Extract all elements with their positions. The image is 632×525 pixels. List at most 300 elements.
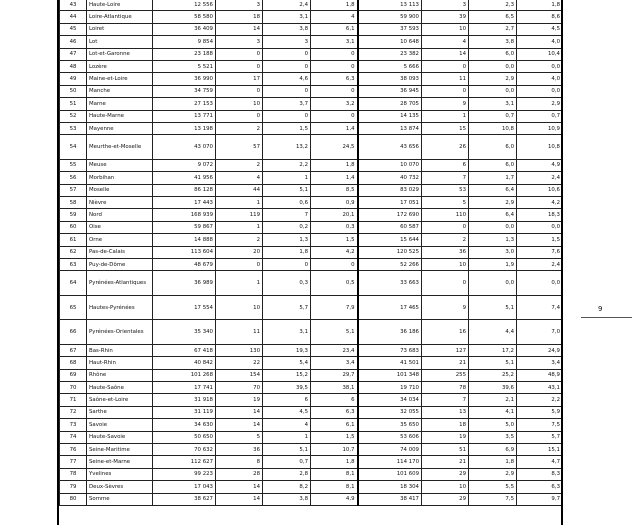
- cell-value-4: 0: [311, 48, 358, 60]
- cell-department: Meurthe-et-Moselle: [87, 135, 153, 160]
- cell-value-8: 24,9: [517, 344, 563, 356]
- cell-value-8: 9,7: [517, 493, 563, 505]
- cell-value-8: 43,1: [517, 381, 563, 393]
- cell-department: Pyrénées-Atlantiques: [87, 271, 153, 296]
- cell-value-8: 3,4: [517, 357, 563, 369]
- table-row: [60, 73, 563, 85]
- cell-department: Haut-Rhin: [87, 357, 153, 369]
- cell-value-5: 10 070: [358, 159, 422, 171]
- cell-value-3: 4: [263, 419, 311, 431]
- cell-value-6: 9: [422, 295, 469, 320]
- cell-value-1: 34 630: [153, 419, 216, 431]
- table-row: [60, 209, 563, 221]
- cell-value-2: 2: [216, 122, 263, 134]
- cell-value-2: 20: [216, 246, 263, 258]
- cell-value-4: 0: [311, 258, 358, 270]
- cell-value-7: 17,2: [469, 344, 517, 356]
- cell-value-2: 0: [216, 48, 263, 60]
- table-row: [60, 36, 563, 48]
- cell-value-8: 0,0: [517, 221, 563, 233]
- table-row: [60, 196, 563, 208]
- cell-value-2: 22: [216, 357, 263, 369]
- cell-value-7: 0,0: [469, 221, 517, 233]
- cell-value-8: 10,4: [517, 48, 563, 60]
- cell-value-1: 101 268: [153, 369, 216, 381]
- cell-code: 52: [60, 110, 87, 122]
- cell-value-3: 2,4: [263, 0, 311, 11]
- cell-value-5: 60 587: [358, 221, 422, 233]
- cell-department: Mayenne: [87, 122, 153, 134]
- cell-value-7: 6,0: [469, 159, 517, 171]
- cell-value-6: 39: [422, 11, 469, 23]
- cell-value-3: 5,1: [263, 443, 311, 455]
- cell-value-3: 39,5: [263, 381, 311, 393]
- table-row: [60, 122, 563, 134]
- cell-value-6: 1: [422, 110, 469, 122]
- cell-value-3: 5,7: [263, 295, 311, 320]
- cell-value-4: 0,9: [311, 196, 358, 208]
- cell-value-6: 0: [422, 221, 469, 233]
- table-row: [60, 23, 563, 35]
- cell-code: 71: [60, 394, 87, 406]
- cell-value-7: 0,0: [469, 85, 517, 97]
- cell-value-3: 2,8: [263, 468, 311, 480]
- cell-value-4: 4: [311, 11, 358, 23]
- cell-department: Nord: [87, 209, 153, 221]
- cell-value-6: 21: [422, 357, 469, 369]
- cell-value-7: 2,9: [469, 468, 517, 480]
- cell-value-4: 8,1: [311, 468, 358, 480]
- cell-value-7: 7,5: [469, 493, 517, 505]
- cell-value-2: 36: [216, 443, 263, 455]
- cell-code: 70: [60, 381, 87, 393]
- table-row: [60, 60, 563, 72]
- cell-value-3: 2,2: [263, 159, 311, 171]
- cell-value-1: 43 070: [153, 135, 216, 160]
- cell-value-6: 26: [422, 135, 469, 160]
- cell-code: 56: [60, 172, 87, 184]
- table-row: [60, 271, 563, 296]
- cell-value-4: 6,3: [311, 73, 358, 85]
- cell-department: Deux-Sèvres: [87, 481, 153, 493]
- cell-code: 53: [60, 122, 87, 134]
- cell-value-3: 0,6: [263, 196, 311, 208]
- cell-value-6: 6: [422, 159, 469, 171]
- cell-code: 62: [60, 246, 87, 258]
- table-row: [60, 110, 563, 122]
- cell-value-6: 14: [422, 48, 469, 60]
- cell-value-8: 0,0: [517, 271, 563, 296]
- table-row: [60, 406, 563, 418]
- cell-value-1: 113 604: [153, 246, 216, 258]
- cell-value-6: 2: [422, 234, 469, 246]
- cell-value-3: 3: [263, 36, 311, 48]
- cell-value-6: 78: [422, 381, 469, 393]
- cell-value-5: 13 874: [358, 122, 422, 134]
- cell-value-4: 3,1: [311, 36, 358, 48]
- cell-value-8: 4,2: [517, 196, 563, 208]
- cell-value-1: 13 198: [153, 122, 216, 134]
- table-row: [60, 344, 563, 356]
- cell-value-5: 101 609: [358, 468, 422, 480]
- cell-department: Bas-Rhin: [87, 344, 153, 356]
- cell-department: Meuse: [87, 159, 153, 171]
- cell-value-1: 36 989: [153, 271, 216, 296]
- cell-value-4: 7,9: [311, 295, 358, 320]
- cell-code: 54: [60, 135, 87, 160]
- cell-department: Lot-et-Garonne: [87, 48, 153, 60]
- table-row: [60, 295, 563, 320]
- cell-department: Moselle: [87, 184, 153, 196]
- cell-department: Yvelines: [87, 468, 153, 480]
- cell-value-1: 38 627: [153, 493, 216, 505]
- table-row: [60, 456, 563, 468]
- cell-value-2: 2: [216, 159, 263, 171]
- cell-value-1: 5 521: [153, 60, 216, 72]
- cell-value-7: 0,7: [469, 110, 517, 122]
- cell-value-2: 130: [216, 344, 263, 356]
- cell-value-3: 3,1: [263, 320, 311, 345]
- cell-value-5: 36 186: [358, 320, 422, 345]
- cell-value-3: 1,3: [263, 234, 311, 246]
- cell-value-5: 34 034: [358, 394, 422, 406]
- cell-value-3: 0,3: [263, 271, 311, 296]
- cell-value-5: 14 135: [358, 110, 422, 122]
- cell-value-1: 50 650: [153, 431, 216, 443]
- cell-value-6: 15: [422, 122, 469, 134]
- cell-value-2: 14: [216, 493, 263, 505]
- cell-value-4: 1,5: [311, 234, 358, 246]
- cell-value-2: 8: [216, 456, 263, 468]
- cell-value-6: 110: [422, 209, 469, 221]
- table-frame-right: [561, 0, 563, 525]
- cell-value-5: 18 304: [358, 481, 422, 493]
- cell-value-3: 1: [263, 172, 311, 184]
- cell-value-6: 7: [422, 172, 469, 184]
- cell-value-4: 1,4: [311, 172, 358, 184]
- table-row: [60, 258, 563, 270]
- cell-value-5: 120 525: [358, 246, 422, 258]
- cell-value-3: 0: [263, 110, 311, 122]
- cell-value-2: 70: [216, 381, 263, 393]
- cell-value-5: 17 465: [358, 295, 422, 320]
- cell-value-3: 1: [263, 431, 311, 443]
- table-row: [60, 394, 563, 406]
- cell-value-8: 8,3: [517, 468, 563, 480]
- cell-code: 43: [60, 0, 87, 11]
- cell-department: Haute-Marne: [87, 110, 153, 122]
- cell-value-6: 53: [422, 184, 469, 196]
- cell-value-4: 20,1: [311, 209, 358, 221]
- cell-value-4: 0: [311, 85, 358, 97]
- cell-value-2: 14: [216, 481, 263, 493]
- cell-value-5: 53 606: [358, 431, 422, 443]
- cell-value-3: 5,4: [263, 357, 311, 369]
- cell-code: 66: [60, 320, 87, 345]
- cell-value-4: 0,5: [311, 271, 358, 296]
- cell-value-8: 4,0: [517, 36, 563, 48]
- cell-department: Haute-Loire: [87, 0, 153, 11]
- cell-value-3: 3,8: [263, 23, 311, 35]
- cell-value-5: 17 051: [358, 196, 422, 208]
- cell-value-3: 3,7: [263, 98, 311, 110]
- cell-code: 57: [60, 184, 87, 196]
- cell-value-7: 2,3: [469, 0, 517, 11]
- cell-value-1: 17 741: [153, 381, 216, 393]
- cell-code: 67: [60, 344, 87, 356]
- cell-value-7: 1,7: [469, 172, 517, 184]
- cell-code: 65: [60, 295, 87, 320]
- cell-value-1: 34 759: [153, 85, 216, 97]
- cell-value-7: 10,8: [469, 122, 517, 134]
- cell-value-6: 0: [422, 85, 469, 97]
- cell-value-6: 4: [422, 36, 469, 48]
- cell-value-7: 25,2: [469, 369, 517, 381]
- cell-code: 59: [60, 209, 87, 221]
- table-row: [60, 234, 563, 246]
- cell-value-1: 12 556: [153, 0, 216, 11]
- cell-value-5: 28 705: [358, 98, 422, 110]
- cell-value-2: 1: [216, 221, 263, 233]
- table-row: [60, 493, 563, 505]
- cell-value-3: 5,1: [263, 184, 311, 196]
- cell-value-6: 21: [422, 456, 469, 468]
- cell-value-8: 7,6: [517, 246, 563, 258]
- cell-value-7: 5,0: [469, 419, 517, 431]
- cell-value-5: 5 666: [358, 60, 422, 72]
- cell-value-5: 41 501: [358, 357, 422, 369]
- cell-value-6: 10: [422, 258, 469, 270]
- cell-value-1: 86 128: [153, 184, 216, 196]
- table-row: [60, 381, 563, 393]
- cell-value-1: 168 939: [153, 209, 216, 221]
- cell-value-1: 67 418: [153, 344, 216, 356]
- cell-value-2: 2: [216, 234, 263, 246]
- cell-value-5: 59 900: [358, 11, 422, 23]
- cell-value-7: 5,1: [469, 295, 517, 320]
- cell-value-5: 73 683: [358, 344, 422, 356]
- cell-value-7: 1,8: [469, 456, 517, 468]
- table-row: [60, 431, 563, 443]
- cell-code: 64: [60, 271, 87, 296]
- cell-value-5: 10 648: [358, 36, 422, 48]
- cell-value-3: 7: [263, 209, 311, 221]
- cell-value-7: 3,8: [469, 36, 517, 48]
- cell-value-2: 0: [216, 60, 263, 72]
- cell-value-8: 0,0: [517, 85, 563, 97]
- cell-value-8: 7,0: [517, 320, 563, 345]
- cell-value-1: 40 842: [153, 357, 216, 369]
- cell-value-7: 6,0: [469, 135, 517, 160]
- table-row: [60, 85, 563, 97]
- cell-value-2: 3: [216, 36, 263, 48]
- cell-department: Manche: [87, 85, 153, 97]
- cell-value-7: 1,9: [469, 258, 517, 270]
- cell-code: 73: [60, 419, 87, 431]
- cell-value-6: 51: [422, 443, 469, 455]
- cell-value-1: 35 340: [153, 320, 216, 345]
- cell-code: 61: [60, 234, 87, 246]
- cell-department: Lozère: [87, 60, 153, 72]
- cell-value-4: 8,5: [311, 184, 358, 196]
- cell-department: Pas-de-Calais: [87, 246, 153, 258]
- cell-code: 74: [60, 431, 87, 443]
- cell-value-2: 154: [216, 369, 263, 381]
- cell-value-6: 0: [422, 60, 469, 72]
- cell-value-6: 29: [422, 493, 469, 505]
- cell-value-4: 1,5: [311, 431, 358, 443]
- cell-value-2: 44: [216, 184, 263, 196]
- cell-value-4: 38,1: [311, 381, 358, 393]
- cell-value-6: 16: [422, 320, 469, 345]
- cell-value-6: 255: [422, 369, 469, 381]
- cell-value-2: 18: [216, 11, 263, 23]
- cell-value-1: 36 409: [153, 23, 216, 35]
- cell-value-5: 35 650: [358, 419, 422, 431]
- cell-department: Seine-et-Marne: [87, 456, 153, 468]
- cell-value-7: 3,0: [469, 246, 517, 258]
- cell-value-5: 74 009: [358, 443, 422, 455]
- cell-department: Loire-Atlantique: [87, 11, 153, 23]
- table-row: [60, 0, 563, 11]
- cell-value-1: 58 580: [153, 11, 216, 23]
- page-number: 9: [598, 305, 603, 313]
- cell-value-4: 0: [311, 110, 358, 122]
- cell-value-4: 24,5: [311, 135, 358, 160]
- cell-value-3: 3,1: [263, 11, 311, 23]
- cell-value-8: 4,0: [517, 73, 563, 85]
- cell-value-8: 1,8: [517, 0, 563, 11]
- cell-value-7: 0,0: [469, 60, 517, 72]
- table-row: [60, 419, 563, 431]
- cell-value-4: 10,7: [311, 443, 358, 455]
- cell-value-6: 9: [422, 98, 469, 110]
- cell-value-3: 4,6: [263, 73, 311, 85]
- cell-value-2: 11: [216, 320, 263, 345]
- cell-value-4: 4,2: [311, 246, 358, 258]
- cell-department: Marne: [87, 98, 153, 110]
- cell-value-5: 32 055: [358, 406, 422, 418]
- cell-department: Rhône: [87, 369, 153, 381]
- cell-value-5: 33 663: [358, 271, 422, 296]
- cell-value-6: 13: [422, 406, 469, 418]
- cell-value-5: 37 593: [358, 23, 422, 35]
- cell-value-2: 57: [216, 135, 263, 160]
- cell-value-4: 1,8: [311, 159, 358, 171]
- cell-department: Loiret: [87, 23, 153, 35]
- table-row: [60, 443, 563, 455]
- cell-value-2: 5: [216, 431, 263, 443]
- cell-value-7: 6,0: [469, 48, 517, 60]
- cell-value-2: 17: [216, 73, 263, 85]
- cell-value-1: 9 072: [153, 159, 216, 171]
- cell-value-8: 48,9: [517, 369, 563, 381]
- cell-value-4: 5,1: [311, 320, 358, 345]
- cell-value-7: 0,0: [469, 271, 517, 296]
- cell-value-4: 3,2: [311, 98, 358, 110]
- cell-code: 76: [60, 443, 87, 455]
- table-body: [60, 0, 563, 505]
- table-row: [60, 468, 563, 480]
- cell-code: 51: [60, 98, 87, 110]
- cell-department: Savoie: [87, 419, 153, 431]
- cell-value-3: 15,2: [263, 369, 311, 381]
- cell-value-6: 0: [422, 271, 469, 296]
- cell-value-7: 2,9: [469, 196, 517, 208]
- table-row: [60, 184, 563, 196]
- cell-code: 69: [60, 369, 87, 381]
- cell-code: 77: [60, 456, 87, 468]
- cell-value-5: 13 113: [358, 0, 422, 11]
- cell-department: Orne: [87, 234, 153, 246]
- cell-value-3: 4,5: [263, 406, 311, 418]
- cell-value-5: 114 170: [358, 456, 422, 468]
- cell-value-3: 1,8: [263, 246, 311, 258]
- cell-value-2: 10: [216, 98, 263, 110]
- cell-value-2: 10: [216, 295, 263, 320]
- cell-code: 60: [60, 221, 87, 233]
- cell-code: 50: [60, 85, 87, 97]
- cell-code: 72: [60, 406, 87, 418]
- cell-value-4: 3,4: [311, 357, 358, 369]
- cell-code: 48: [60, 60, 87, 72]
- cell-value-7: 5,5: [469, 481, 517, 493]
- cell-value-4: 6,3: [311, 406, 358, 418]
- cell-value-7: 6,4: [469, 209, 517, 221]
- cell-value-8: 2,2: [517, 394, 563, 406]
- cell-value-7: 39,6: [469, 381, 517, 393]
- cell-department: Seine-Maritime: [87, 443, 153, 455]
- cell-value-1: 14 888: [153, 234, 216, 246]
- cell-value-2: 119: [216, 209, 263, 221]
- cell-value-6: 10: [422, 23, 469, 35]
- cell-value-5: 38 093: [358, 73, 422, 85]
- cell-value-2: 28: [216, 468, 263, 480]
- cell-value-3: 6: [263, 394, 311, 406]
- cell-value-7: 2,1: [469, 394, 517, 406]
- cell-value-5: 19 710: [358, 381, 422, 393]
- cell-value-1: 59 867: [153, 221, 216, 233]
- cell-department: Morbihan: [87, 172, 153, 184]
- table-row: [60, 357, 563, 369]
- cell-value-7: 6,9: [469, 443, 517, 455]
- cell-value-4: 23,4: [311, 344, 358, 356]
- cell-value-6: 18: [422, 419, 469, 431]
- cell-value-2: 0: [216, 85, 263, 97]
- cell-value-4: 1,8: [311, 0, 358, 11]
- cell-value-8: 10,6: [517, 184, 563, 196]
- cell-value-4: 1,8: [311, 456, 358, 468]
- cell-value-4: 6: [311, 394, 358, 406]
- cell-value-4: 6,1: [311, 419, 358, 431]
- cell-department: Saône-et-Loire: [87, 394, 153, 406]
- cell-value-1: 9 854: [153, 36, 216, 48]
- cell-value-8: 2,4: [517, 258, 563, 270]
- cell-value-4: 0: [311, 60, 358, 72]
- cell-value-8: 18,3: [517, 209, 563, 221]
- cell-value-7: 6,5: [469, 11, 517, 23]
- cell-value-1: 17 043: [153, 481, 216, 493]
- cell-value-5: 52 266: [358, 258, 422, 270]
- cell-value-5: 101 348: [358, 369, 422, 381]
- cell-code: 58: [60, 196, 87, 208]
- cell-value-8: 10,8: [517, 135, 563, 160]
- cell-value-8: 10,9: [517, 122, 563, 134]
- table-row: [60, 135, 563, 160]
- cell-department: Nièvre: [87, 196, 153, 208]
- table-row: [60, 221, 563, 233]
- cell-value-5: 43 656: [358, 135, 422, 160]
